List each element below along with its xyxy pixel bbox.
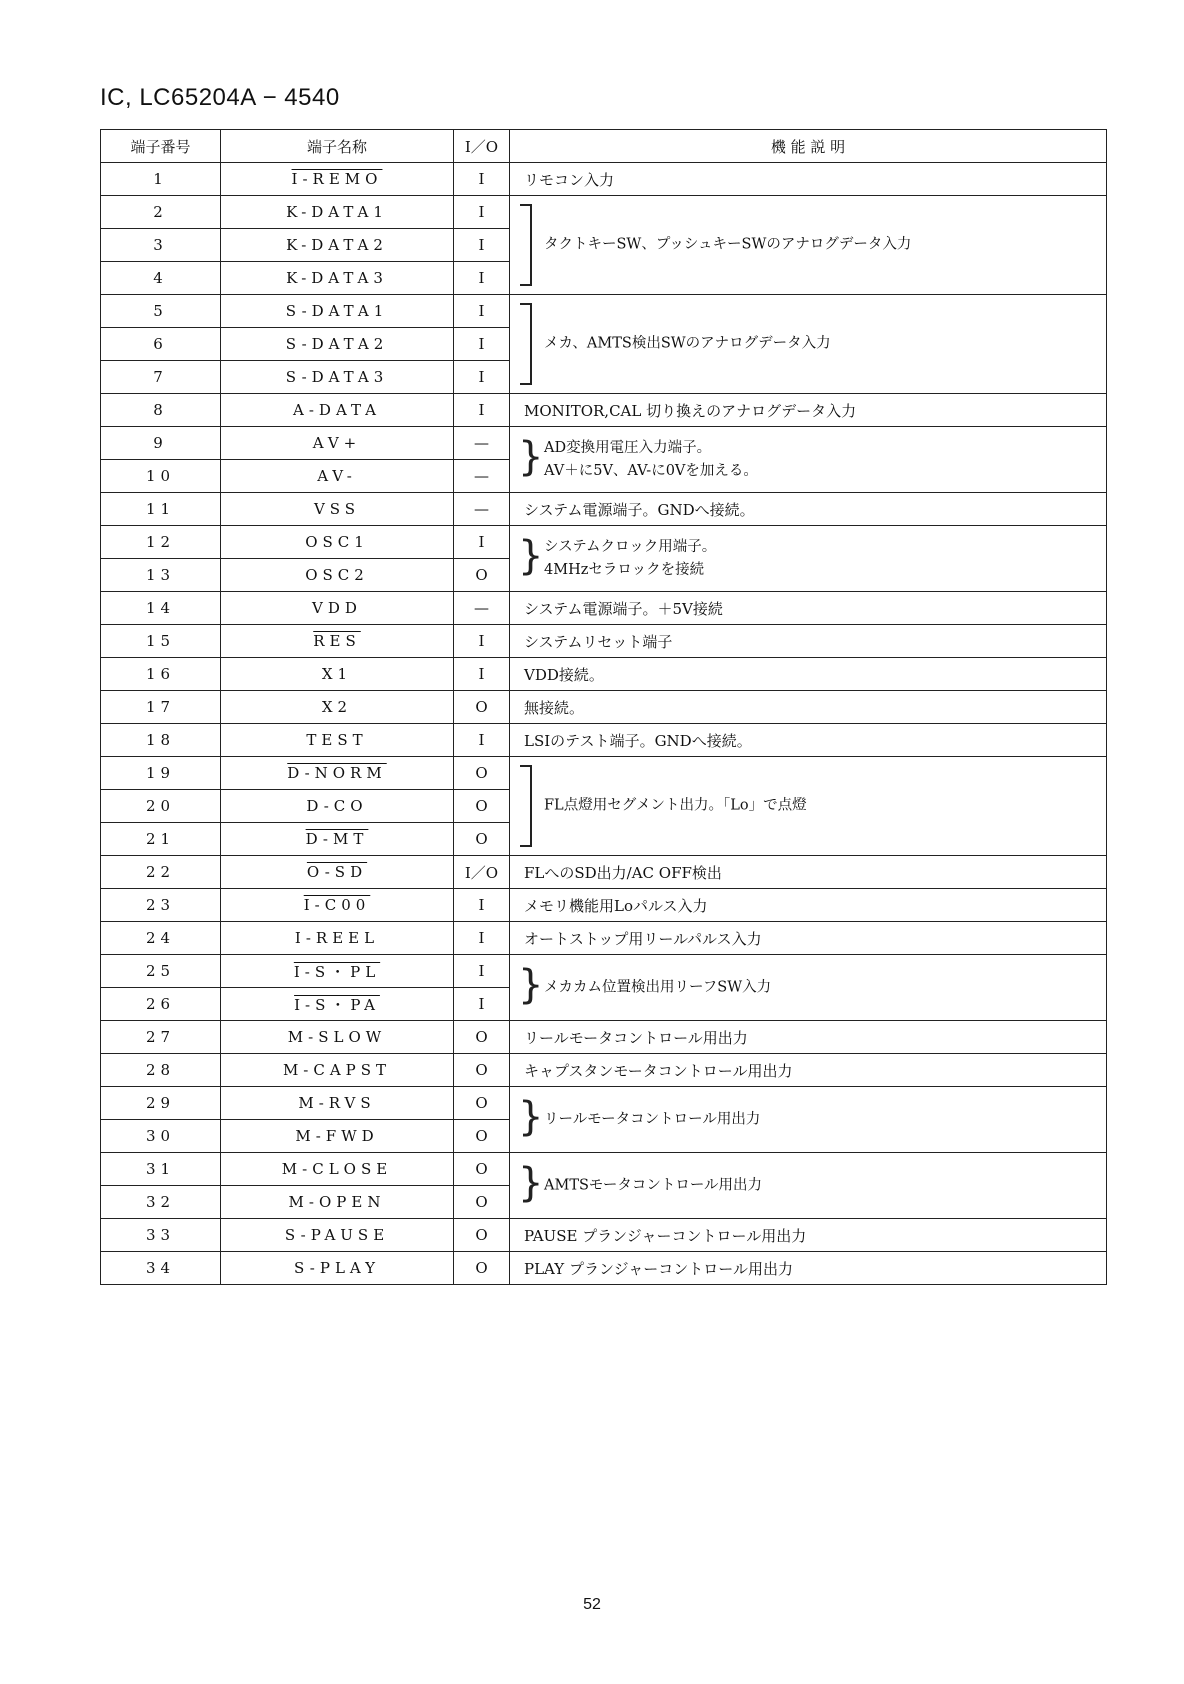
table-row	[101, 526, 1107, 559]
pin-table	[100, 129, 1107, 1285]
group-line: AD変換用電圧入力端子。	[544, 439, 712, 456]
pin-name: VSS	[221, 493, 454, 526]
pin-name: S-PLAY	[221, 1252, 454, 1285]
pin-io: O	[454, 1252, 510, 1285]
pin-number: 2	[101, 196, 221, 229]
pin-name: S-DATA3	[221, 361, 454, 394]
pin-number: 11	[101, 493, 221, 526]
pin-name: D-CO	[221, 790, 454, 823]
pin-number: 22	[101, 856, 221, 889]
pin-number: 25	[101, 955, 221, 988]
pin-io: O	[454, 1054, 510, 1087]
pin-io: —	[454, 460, 510, 493]
group-text: AMTSモータコントロール用出力	[544, 1177, 763, 1193]
pin-name: TEST	[221, 724, 454, 757]
pin-number: 33	[101, 1219, 221, 1252]
pin-io: I	[454, 724, 510, 757]
pin-desc: システム電源端子。＋5V接続	[510, 592, 1107, 625]
table-row	[101, 658, 1107, 691]
group-desc-osc	[510, 526, 1107, 592]
pin-number: 31	[101, 1153, 221, 1186]
pin-io: I	[454, 955, 510, 988]
pin-number: 29	[101, 1087, 221, 1120]
header-num: 端子番号	[101, 130, 221, 163]
pin-desc: VDD接続。	[510, 658, 1107, 691]
pin-number: 28	[101, 1054, 221, 1087]
pin-desc: PAUSE プランジャーコントロール用出力	[510, 1219, 1107, 1252]
pin-io: I	[454, 889, 510, 922]
group-desc-amts	[510, 1153, 1107, 1219]
group-text: メカ、AMTS検出SWのアナログデータ入力	[544, 335, 831, 352]
pin-number: 6	[101, 328, 221, 361]
pin-number: 7	[101, 361, 221, 394]
pin-number: 20	[101, 790, 221, 823]
group-text: メカカム位置検出用リーフSW入力	[544, 979, 772, 995]
pin-desc: PLAY プランジャーコントロール用出力	[510, 1252, 1107, 1285]
table-row	[101, 592, 1107, 625]
pin-name: M-CLOSE	[221, 1153, 454, 1186]
pin-name: OSC2	[221, 559, 454, 592]
pin-number: 32	[101, 1186, 221, 1219]
group-line: システムクロック用端子。	[544, 538, 717, 555]
pin-name: OSC1	[221, 526, 454, 559]
header-name: 端子名称	[221, 130, 454, 163]
pin-number: 24	[101, 922, 221, 955]
table-row	[101, 724, 1107, 757]
group-desc-leaf	[510, 955, 1107, 1021]
pin-name: X2	[221, 691, 454, 724]
pin-desc: リールモータコントロール用出力	[510, 1021, 1107, 1054]
pin-io: O	[454, 1186, 510, 1219]
group-line: AV＋に5V、AV-に0Vを加える。	[544, 462, 758, 479]
pin-number: 1	[101, 163, 221, 196]
pin-io: I	[454, 361, 510, 394]
pin-io: I	[454, 394, 510, 427]
table-row	[101, 1219, 1107, 1252]
pin-io: I	[454, 262, 510, 295]
pin-io: I／O	[454, 856, 510, 889]
table-row	[101, 295, 1107, 328]
table-row	[101, 922, 1107, 955]
table-row	[101, 625, 1107, 658]
pin-name: I-S・PA	[221, 988, 454, 1021]
pin-desc: オートストップ用リールパルス入力	[510, 922, 1107, 955]
pin-name: M-OPEN	[221, 1186, 454, 1219]
pin-number: 19	[101, 757, 221, 790]
pin-name: I-C00	[221, 889, 454, 922]
pin-number: 30	[101, 1120, 221, 1153]
table-row	[101, 856, 1107, 889]
pin-desc: キャプスタンモータコントロール用出力	[510, 1054, 1107, 1087]
table-row	[101, 955, 1107, 988]
group-line: 4MHzセラロックを接続	[544, 561, 705, 578]
table-row	[101, 691, 1107, 724]
pin-io: I	[454, 229, 510, 262]
pin-name: A-DATA	[221, 394, 454, 427]
brace-icon: }	[518, 1094, 544, 1140]
table-header-row	[101, 130, 1107, 163]
pin-io: I	[454, 196, 510, 229]
table-row	[101, 196, 1107, 229]
pin-io: I	[454, 988, 510, 1021]
pin-name: I-S・PL	[221, 955, 454, 988]
pin-name: S-DATA1	[221, 295, 454, 328]
pin-name: K-DATA1	[221, 196, 454, 229]
pin-number: 18	[101, 724, 221, 757]
pin-desc: リモコン入力	[510, 163, 1107, 196]
pin-number: 12	[101, 526, 221, 559]
brace-icon: }	[518, 533, 544, 579]
pin-number: 23	[101, 889, 221, 922]
bracket-icon	[520, 204, 532, 286]
pin-number: 10	[101, 460, 221, 493]
pin-name: M-SLOW	[221, 1021, 454, 1054]
page-title: IC, LC65204A − 4540	[100, 84, 340, 111]
pin-number: 17	[101, 691, 221, 724]
group-text: リールモータコントロール用出力	[544, 1111, 761, 1127]
pin-io: I	[454, 295, 510, 328]
pin-name: VDD	[221, 592, 454, 625]
pin-name: I-REMO	[221, 163, 454, 196]
table-row	[101, 1087, 1107, 1120]
pin-number: 15	[101, 625, 221, 658]
pin-desc: システム電源端子。GNDへ接続。	[510, 493, 1107, 526]
pin-io: —	[454, 592, 510, 625]
pin-desc: MONITOR,CAL 切り換えのアナログデータ入力	[510, 394, 1107, 427]
pin-number: 5	[101, 295, 221, 328]
page-number: 52	[583, 1596, 601, 1613]
pin-io: I	[454, 658, 510, 691]
table-row	[101, 1153, 1107, 1186]
pin-name: S-DATA2	[221, 328, 454, 361]
pin-name: D-MT	[221, 823, 454, 856]
pin-io: O	[454, 559, 510, 592]
pin-name: $\overline{RES}$	[221, 625, 454, 658]
group-text: FL点燈用セグメント出力。「Lo」で点燈	[544, 797, 807, 814]
group-text	[544, 437, 758, 483]
pin-io: O	[454, 757, 510, 790]
group-desc-av	[510, 427, 1107, 493]
table-row	[101, 757, 1107, 790]
header-io: I／O	[454, 130, 510, 163]
pin-io: O	[454, 691, 510, 724]
table-row	[101, 163, 1107, 196]
bracket-icon	[520, 303, 532, 385]
pin-name: AV+	[221, 427, 454, 460]
table-row	[101, 493, 1107, 526]
brace-icon: }	[518, 1160, 544, 1206]
table-row	[101, 394, 1107, 427]
pin-number: 16	[101, 658, 221, 691]
table-row	[101, 427, 1107, 460]
table-row	[101, 1054, 1107, 1087]
group-text	[544, 536, 716, 582]
pin-number: 21	[101, 823, 221, 856]
pin-desc: メモリ機能用Loパルス入力	[510, 889, 1107, 922]
pin-number: 3	[101, 229, 221, 262]
pin-name: O-SD	[221, 856, 454, 889]
pin-name: M-RVS	[221, 1087, 454, 1120]
pin-io: I	[454, 922, 510, 955]
pin-io: —	[454, 427, 510, 460]
pin-name: I-REEL	[221, 922, 454, 955]
table-row	[101, 889, 1107, 922]
table-row	[101, 1021, 1107, 1054]
pin-io: O	[454, 790, 510, 823]
pin-io: O	[454, 1153, 510, 1186]
pin-number: 34	[101, 1252, 221, 1285]
brace-icon: }	[518, 434, 544, 480]
group-desc-reel	[510, 1087, 1107, 1153]
group-desc-fl	[510, 757, 1107, 856]
pin-number: 8	[101, 394, 221, 427]
pin-name: X1	[221, 658, 454, 691]
brace-icon: }	[518, 962, 544, 1008]
pin-io: I	[454, 163, 510, 196]
pin-name: AV-	[221, 460, 454, 493]
pin-number: 26	[101, 988, 221, 1021]
pin-name: M-FWD	[221, 1120, 454, 1153]
header-desc: 機 能 説 明	[510, 130, 1107, 163]
group-desc-k-data	[510, 196, 1107, 295]
group-text: タクトキーSW、プッシュキーSWのアナログデータ入力	[544, 236, 912, 253]
pin-number: 27	[101, 1021, 221, 1054]
pin-number: 13	[101, 559, 221, 592]
pin-desc: LSIのテスト端子。GNDへ接続。	[510, 724, 1107, 757]
pin-number: 4	[101, 262, 221, 295]
pin-number: 14	[101, 592, 221, 625]
group-desc-s-data	[510, 295, 1107, 394]
pin-name: S-PAUSE	[221, 1219, 454, 1252]
pin-name: D-NORM	[221, 757, 454, 790]
bracket-icon	[520, 765, 532, 847]
pin-io: O	[454, 1021, 510, 1054]
pin-io: I	[454, 526, 510, 559]
pin-io: O	[454, 1120, 510, 1153]
pin-io: O	[454, 1087, 510, 1120]
table-row	[101, 1252, 1107, 1285]
pin-desc: 無接続。	[510, 691, 1107, 724]
pin-io: I	[454, 328, 510, 361]
pin-desc: システムリセット端子	[510, 625, 1107, 658]
pin-io: I	[454, 625, 510, 658]
pin-io: O	[454, 1219, 510, 1252]
pin-desc: FLへのSD出力/AC OFF検出	[510, 856, 1107, 889]
pin-name: K-DATA3	[221, 262, 454, 295]
pin-number: 9	[101, 427, 221, 460]
pin-io: —	[454, 493, 510, 526]
pin-name: M-CAPST	[221, 1054, 454, 1087]
pin-io: O	[454, 823, 510, 856]
pin-name: K-DATA2	[221, 229, 454, 262]
